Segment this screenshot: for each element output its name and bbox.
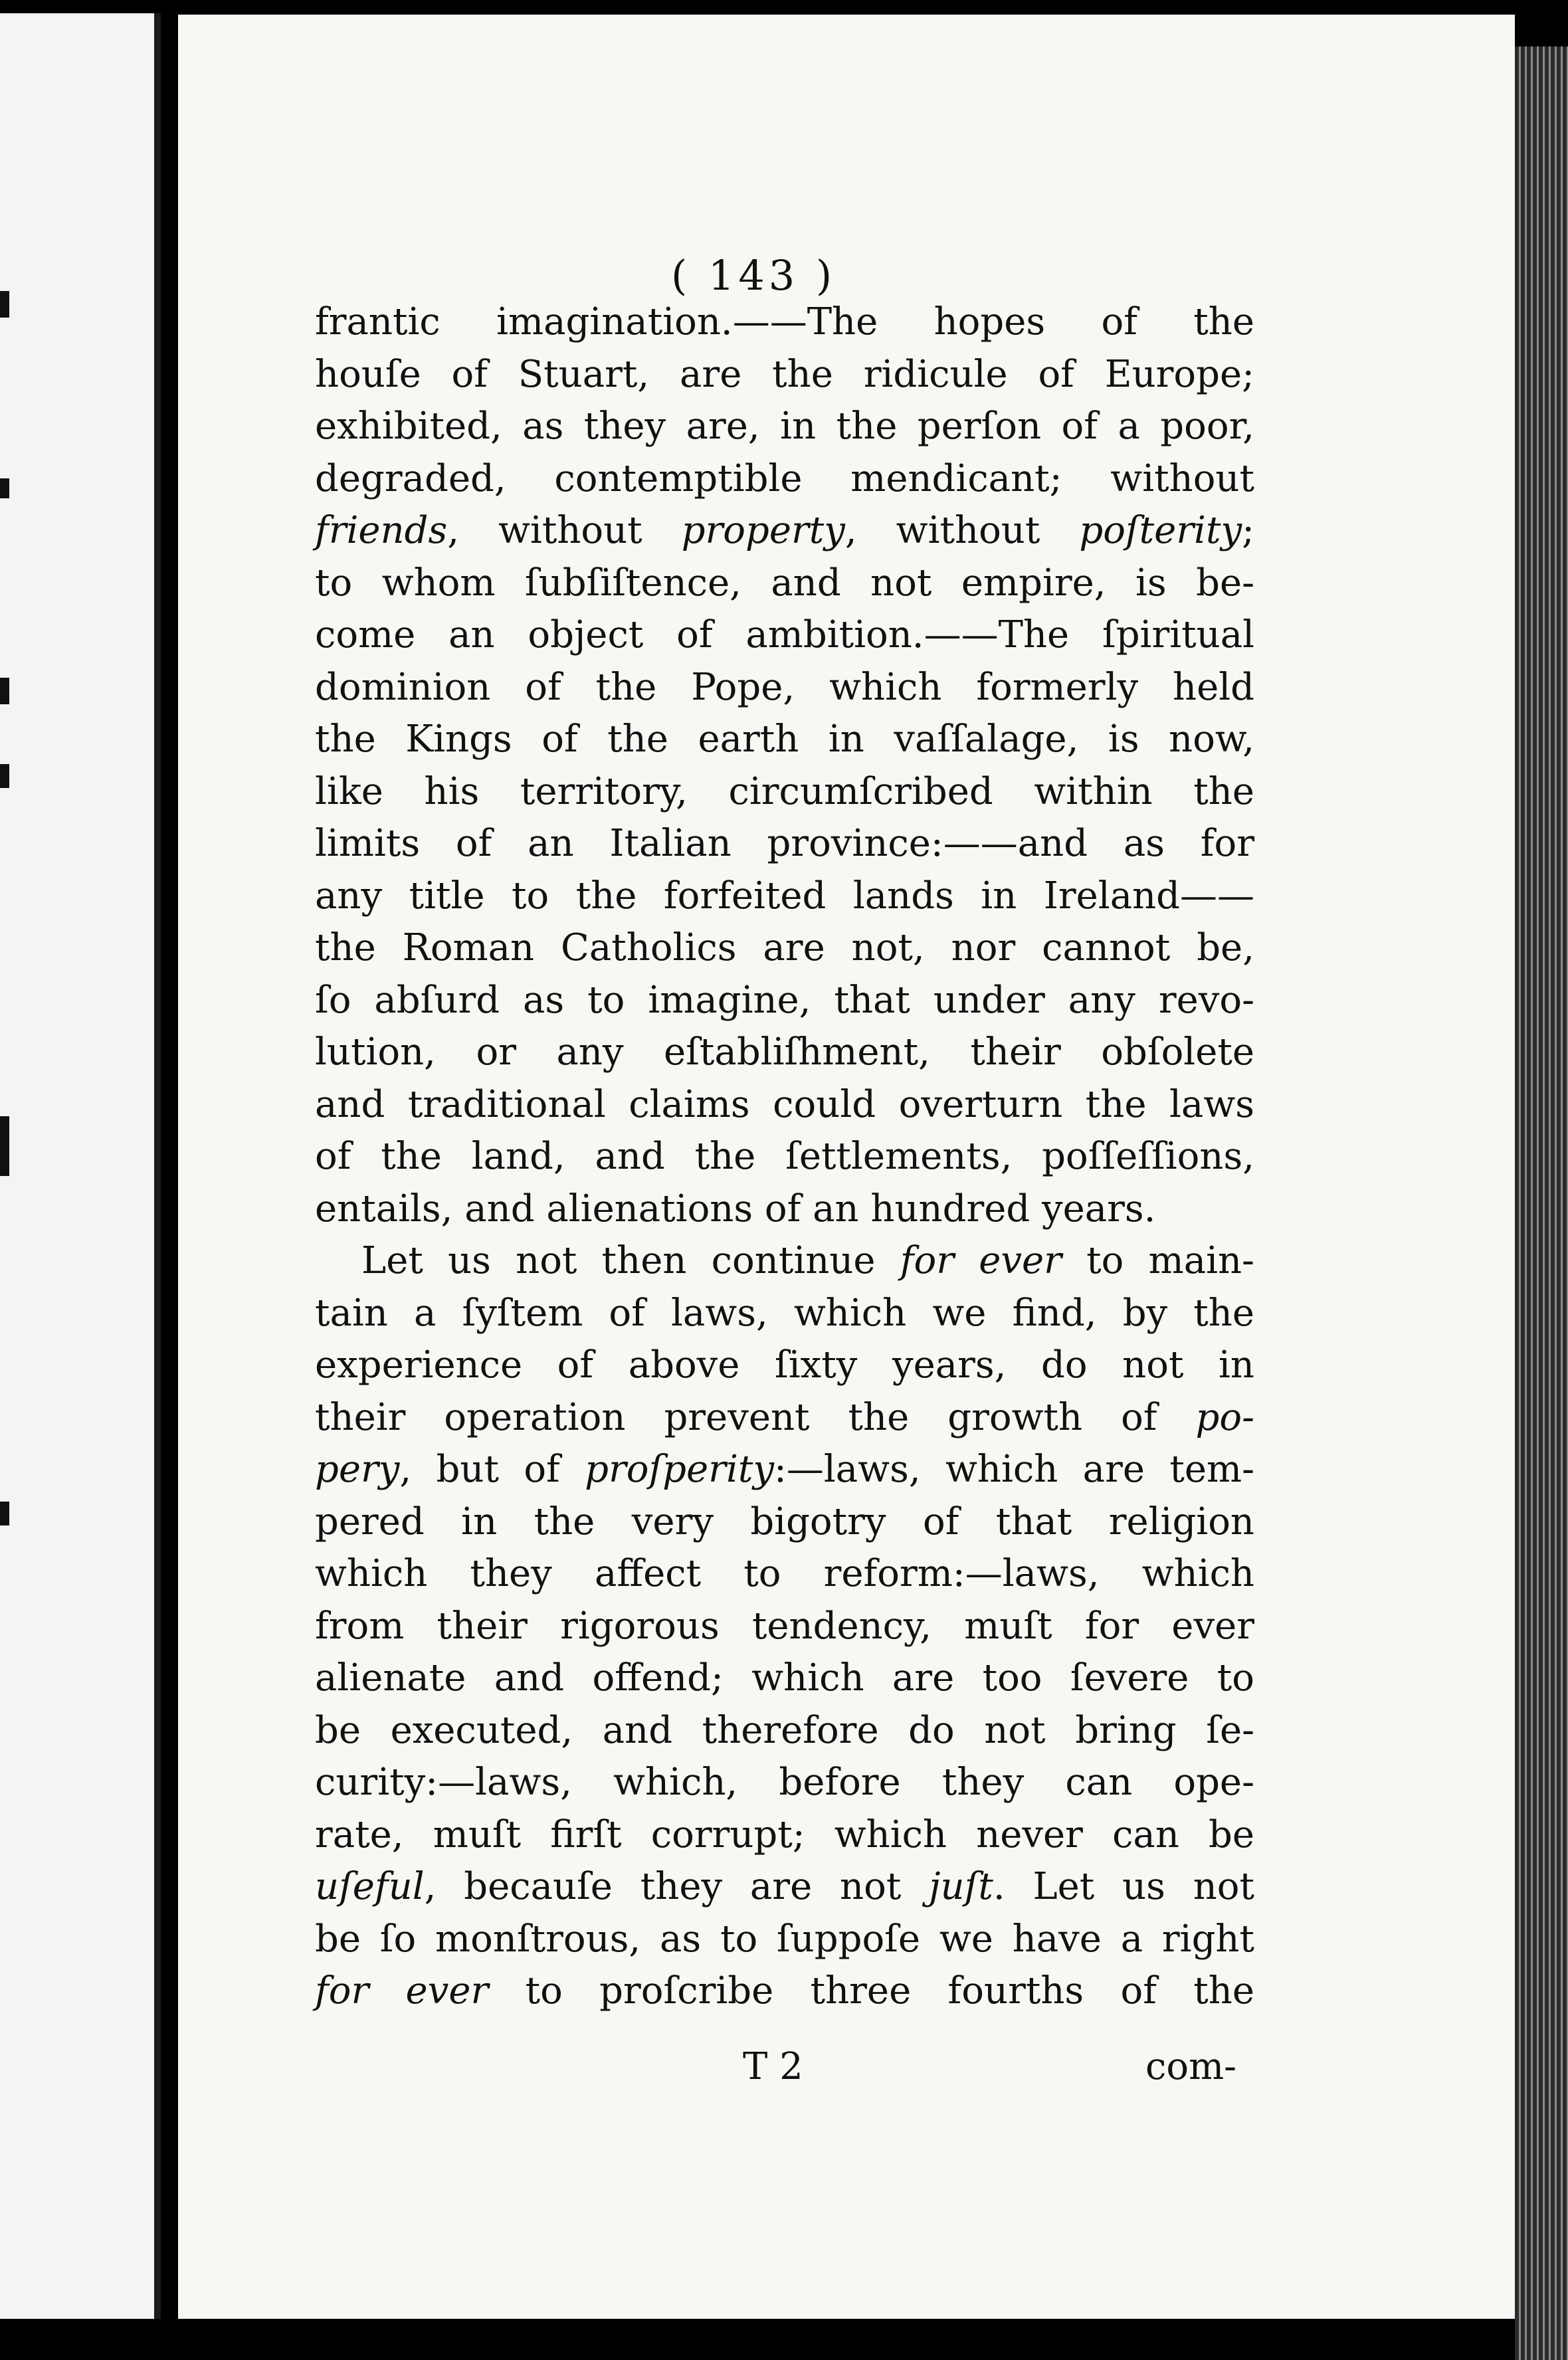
text-line — [315, 1496, 1254, 1549]
italic-text: friends — [315, 509, 448, 552]
text-run: to whom ſubſiſtence, and not empire, is be- — [315, 561, 1254, 605]
text-run: of the land, and the ſettlements, poſſeſſions, — [315, 1135, 1254, 1178]
italic-text: juſt — [929, 1865, 993, 1908]
text-run: to proſcribe three fourths of the — [488, 1969, 1254, 2013]
text-run: the Kings of the earth in vaſſalage, is now, — [315, 718, 1254, 761]
text-line — [315, 1705, 1254, 1757]
ink-fragment — [0, 291, 9, 318]
text-line — [315, 714, 1254, 766]
text-run: be executed, and therefore do not bring ſe- — [315, 1708, 1254, 1752]
text-line — [315, 766, 1254, 819]
text-run: the Roman Catholics are not, nor cannot be, — [315, 926, 1254, 969]
ink-fragment — [0, 764, 9, 788]
text-line — [315, 1757, 1254, 1809]
signature-mark: T 2 — [743, 2045, 803, 2088]
text-line — [315, 975, 1254, 1027]
text-run: Let us not then continue — [361, 1239, 900, 1282]
text-run: , becauſe they are not — [424, 1865, 930, 1908]
italic-text: uſeful — [315, 1865, 425, 1908]
ink-fragment — [0, 678, 9, 704]
text-line — [315, 1965, 1254, 2018]
text-line — [315, 1601, 1254, 1653]
text-line — [315, 609, 1254, 662]
text-line — [315, 818, 1254, 870]
italic-text: property — [681, 509, 845, 552]
text-line — [315, 453, 1254, 506]
text-run: any title to the forfeited lands in Ireland—— — [315, 874, 1254, 918]
left-page-edge — [0, 13, 161, 2319]
catchword: com- — [1145, 2045, 1237, 2088]
italic-text: po- — [1195, 1395, 1254, 1439]
text-run: , but of — [399, 1448, 585, 1491]
ink-fragment — [0, 1116, 9, 1176]
text-run: rate, muſt firſt corrupt; which never can be — [315, 1813, 1254, 1856]
text-run: , without — [844, 509, 1080, 552]
text-line — [315, 922, 1254, 975]
text-run: ; — [1242, 509, 1254, 552]
text-run: tain a ſyſtem of laws, which we find, by the — [315, 1291, 1254, 1335]
text-line — [315, 1235, 1254, 1288]
text-line — [315, 1652, 1254, 1705]
text-run: exhibited, as they are, in the perſon of a poor, — [315, 405, 1254, 448]
text-run: limits of an Italian province:——and as for — [315, 822, 1254, 865]
text-line — [315, 1288, 1254, 1340]
text-line — [315, 1809, 1254, 1862]
text-line — [315, 662, 1254, 714]
text-run: alienate and offend; which are too ſevere to — [315, 1656, 1254, 1700]
text-run: experience of above ſixty years, do not in — [315, 1343, 1254, 1387]
text-run: dominion of the Pope, which formerly held — [315, 665, 1254, 709]
text-run: to main- — [1061, 1239, 1254, 1282]
text-line — [315, 1548, 1254, 1601]
text-run: :—laws, which are tem- — [774, 1448, 1254, 1491]
italic-text: for ever — [900, 1239, 1062, 1282]
text-run: curity:—laws, which, before they can ope- — [315, 1761, 1254, 1804]
text-line — [315, 557, 1254, 610]
italic-text: for ever — [315, 1969, 489, 2013]
body-text — [315, 296, 1254, 2018]
text-line — [315, 1392, 1254, 1444]
ink-fragment — [0, 478, 9, 498]
text-line — [315, 1079, 1254, 1131]
text-run: . Let us not — [993, 1865, 1255, 1908]
text-line — [315, 1861, 1254, 1914]
text-line — [315, 1914, 1254, 1966]
text-line — [315, 1339, 1254, 1392]
italic-text: pery — [315, 1448, 400, 1491]
text-run: which they affect to reform:—laws, which — [315, 1552, 1254, 1595]
text-run: from their rigorous tendency, muſt for ever — [315, 1604, 1254, 1648]
text-line — [315, 505, 1254, 557]
text-run: their operation prevent the growth of — [315, 1395, 1196, 1439]
text-run: ſo abſurd as to imagine, that under any revo- — [315, 978, 1254, 1022]
text-run: , without — [447, 509, 682, 552]
text-line — [315, 1444, 1254, 1496]
text-run: be ſo monſtrous, as to ſuppoſe we have a right — [315, 1917, 1254, 1961]
text-line — [315, 401, 1254, 453]
text-run: pered in the very bigotry of that religion — [315, 1500, 1254, 1543]
text-line — [315, 296, 1254, 349]
page-block-edge — [1515, 47, 1568, 2360]
text-run: come an object of ambition.——The ſpiritual — [315, 613, 1254, 656]
text-line — [315, 1131, 1254, 1183]
text-line — [315, 1027, 1254, 1079]
text-line — [315, 1183, 1254, 1236]
text-run: houſe of Stuart, are the ridicule of Europe; — [315, 352, 1254, 396]
text-run: degraded, contemptible mendicant; without — [315, 456, 1254, 500]
text-run: lution, or any eſtabliſhment, their obſolete — [315, 1031, 1254, 1074]
text-run: and traditional claims could overturn the laws — [315, 1082, 1254, 1126]
text-run: like his territory, circumſcribed within the — [315, 769, 1254, 813]
page-number: ( 143 ) — [671, 251, 836, 300]
text-line — [315, 349, 1254, 401]
ink-fragment — [0, 1502, 9, 1525]
text-run: entails, and alienations of an hundred years. — [315, 1187, 1156, 1230]
italic-text: proſperity — [585, 1448, 774, 1491]
text-line — [315, 870, 1254, 923]
italic-text: poſterity — [1079, 509, 1242, 552]
text-run: frantic imagination.——The hopes of the — [315, 300, 1254, 344]
